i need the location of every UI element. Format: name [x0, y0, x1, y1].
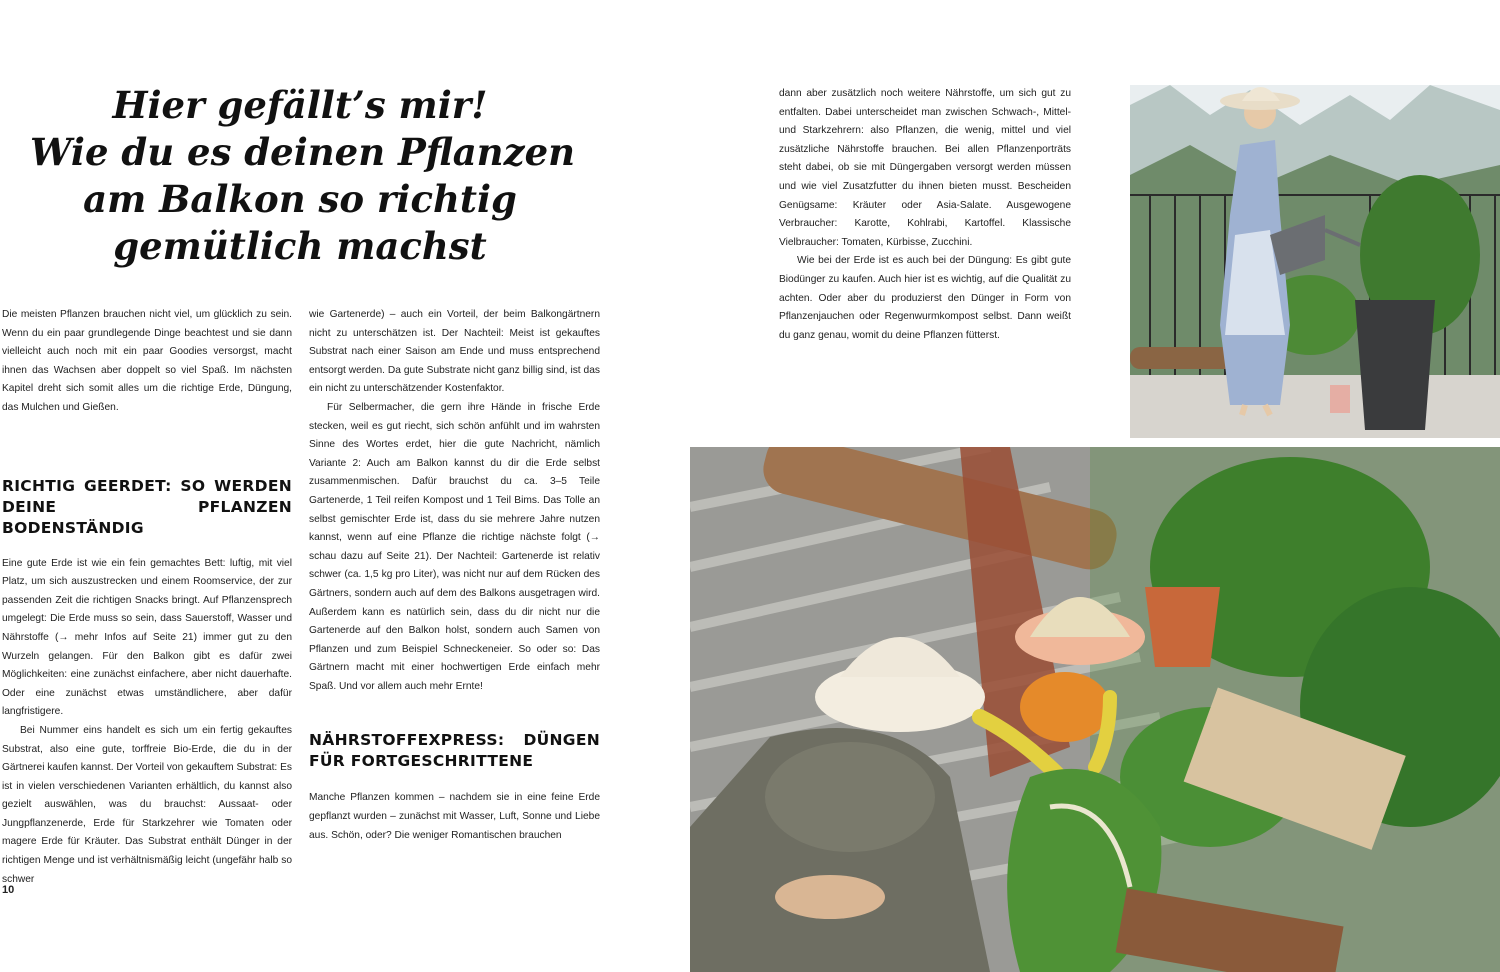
title-line-2: Wie du es deinen Pflanzen: [30, 130, 576, 174]
section-heading-soil: RICHTIG GEERDET: SO WERDEN DEINE PFLANZEN BODENSTÄNDIG: [2, 476, 292, 537]
fertilizer-paragraph-1: Manche Pflanzen kommen – nachdem sie in eine feine Erde gepflanzt wurden – zunächst mit Wasser, Luft, Sonne und Liebe aus. Schön, oder? Die weniger Romantischen brauchen: [309, 792, 600, 841]
photo-woman-relaxing: [690, 447, 1500, 972]
photo-woman-watering-image: [1130, 85, 1500, 438]
soil-paragraph-4: Für Selbermacher, die gern ihre Hände in frische Erde stecken, weil es gut riecht, sich schön anfühlt und im wahrsten Sinne des Wortes erdet, hier die gute Nachricht, nämlich Variante 2: Auch am Balkon kannst du dir die Erde selbst zusammenmischen. Dafür brauchst du ca. 3–5 Teile Gartenerde, 1 Teil reifen Kompost und 1 Teil Bims. Das Tolle an selbst gemischter Erde ist, dass du sie mehrere Jahre nutzen kannst, wenn auf eine Pflanze die richtige nächste folgt (→ schau dazu auf Seite 21). Der Nachteil: Gartenerde ist relativ schwer (ca. 1,5 kg pro Liter), was nicht nur auf dem Rücken des Gärtners, sondern auch auf dem des Balkons ausgetragen wird. Außerdem kann es natürlich sein, dass du dir nicht nur die Gartenerde auf den Balkon holst, sondern auch Samen von Pflanzen und zum Beispiel Schneckeneier. So oder so: Das Gärtnern macht mit einer hochwertigen Erde einfach mehr Spaß. Und vor allem auch mehr Ernte!: [309, 401, 600, 692]
photo-woman-watering: [1130, 85, 1500, 438]
page-number: 10: [2, 884, 15, 896]
photo-woman-relaxing-image: [690, 447, 1500, 972]
intro-paragraph: Die meisten Pflanzen brauchen nicht viel, um glücklich zu sein. Wenn du ein paar grundlegende Dinge beachtest und sie dann vielleicht auch noch mit ein paar Goodies versorgst, macht ihnen das Wachsen aber doppelt so viel Spaß. Im nächsten Kapitel dreht sich somit alles um die richtige Erde, Düngung, das Mulchen und Gießen.: [2, 309, 292, 413]
text-column-1: [2, 306, 292, 889]
fertilizer-paragraph-3: Wie bei der Erde ist es auch bei der Düngung: Es gibt gute Biodünger zu kaufen. Auch hier ist es wichtig, auf die Qualität zu achten. Oder aber du produzierst den Dünger in Form von Pflanzenjauchen oder Regenwurmkompost selbst. Dann weißt du ganz genau, womit du deine Pflanzen fütterst.: [779, 255, 1071, 341]
text-column-2: [309, 306, 600, 845]
title-line-1: Hier gefällt’s mir!: [112, 83, 488, 127]
text-column-3: [779, 85, 1071, 345]
section-heading-fertilizer: NÄHRSTOFFEXPRESS: DÜNGEN FÜR FORTGESCHRITTENE: [309, 731, 600, 771]
fertilizer-paragraph-2: dann aber zusätzlich noch weitere Nährstoffe, um sich gut zu entfalten. Dabei unterscheidet man zwischen Schwach-, Mittel- und Starkzehrern: also Pflanzen, die wenig, mittel und viel zusätzliche Nährstoffe brauchen. Bei allen Pflanzenporträts steht dabei, ob sie mit Düngergaben versorgt werden müssen und wie viel Zusatzfutter du ihnen bieten musst. Bescheiden Genügsame: Kräuter oder Asia-Salate. Ausgewogene Verbraucher: Karotte, Kohlrabi, Kartoffel. Klassische Vielbraucher: Tomaten, Kürbisse, Zucchini.: [779, 88, 1071, 248]
soil-paragraph-1: Eine gute Erde ist wie ein fein gemachtes Bett: luftig, mit viel Platz, um sich auszustrecken und einem Roomservice, der zur passenden Zeit die richtigen Snacks bringt. Auf Pflanzensprech umgelegt: Die Erde muss so sein, dass Sauerstoff, Wasser und Nährstoffe (→ mehr Infos auf Seite 21) immer gut zu den Wurzeln gelangen. Für den Balkon gibt es dafür zwei Möglichkeiten: eine zunächst einfachere, aber nicht dauerhafte. Oder eine zunächst etwas umständlichere, aber dafür langfristigere.: [2, 557, 292, 718]
chapter-title: [30, 82, 576, 270]
soil-paragraph-3: wie Gartenerde) – auch ein Vorteil, der beim Balkongärtnern nicht zu unterschätzen ist. Der Nachteil: Meist ist gekauftes Substrat nach einer Saison am Ende und muss entsprechend entsorgt werden. Da gute Substrate nicht ganz billig sind, ist das ein nicht zu unterschätzender Kostenfaktor.: [309, 309, 600, 395]
title-line-4: gemütlich machst: [113, 224, 487, 268]
soil-paragraph-2: Bei Nummer eins handelt es sich um ein fertig gekauftes Substrat, also eine gute, torffreie Bio-Erde, die du in der Gärtnerei kaufen kannst. Der Vorteil von gekauftem Substrat: Es ist in vielen verschiedenen Varianten erhältlich, du kannst also gezielt auswählen, was du brauchst: Aussaat- oder Jungpflanzenerde, Erde für Starkzehrer wie Tomaten oder magere Erde für Kräuter. Das Substrat enthält Dünger in der richtigen Menge und ist verhältnismäßig leicht (ungefähr halb so schwer: [2, 724, 292, 885]
title-line-3: am Balkon so richtig: [83, 177, 517, 221]
